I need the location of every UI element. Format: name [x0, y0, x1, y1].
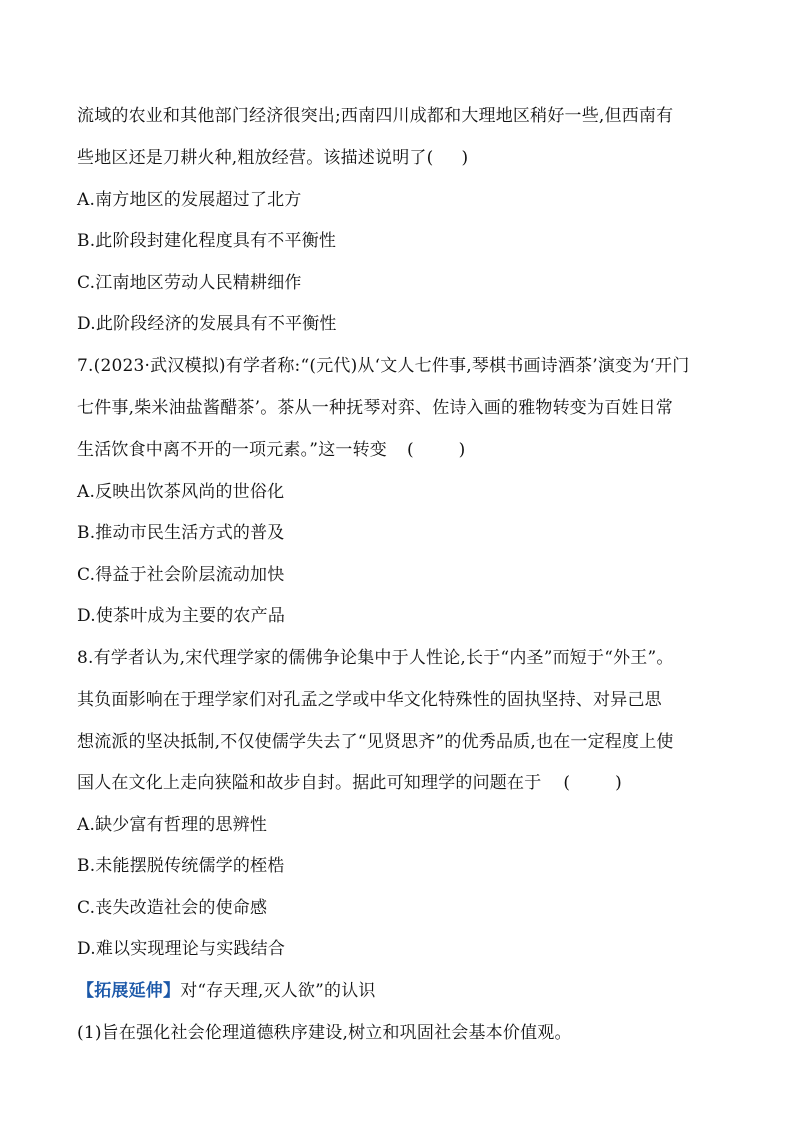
- extension-title: 对“存天理,灭人欲”的认识: [180, 981, 376, 1001]
- q8-option-b: B.未能摆脱传统儒学的桎梏: [77, 856, 285, 876]
- q6-stem-line-1: 流域的农业和其他部门经济很突出;西南四川成都和大理地区稍好一些,但西南有: [77, 106, 674, 126]
- q8-answer-paren: ( ): [563, 773, 622, 793]
- q7-option-b: B.推动市民生活方式的普及: [77, 523, 285, 543]
- q6-option-a: A.南方地区的发展超过了北方: [77, 190, 302, 210]
- q8-option-a: A.缺少富有哲理的思辨性: [77, 815, 268, 835]
- q8-stem-line-2: 其负面影响在于理学家们对孔孟之学或中华文化特殊性的固执坚持、对异己思: [77, 690, 662, 710]
- q8-option-c: C.丧失改造社会的使命感: [77, 898, 268, 918]
- q8-stem-line-3: 想流派的坚决抵制,不仅使儒学失去了“见贤思齐”的优秀品质,也在一定程度上使: [77, 732, 674, 752]
- extension-tag: 【拓展延伸】: [77, 981, 181, 1001]
- q8-stem-text: 国人在文化上走向狭隘和故步自封。据此可知理学的问题在于: [77, 773, 542, 793]
- q7-option-d: D.使茶叶成为主要的农产品: [77, 606, 286, 626]
- q7-option-a: A.反映出饮茶风尚的世俗化: [77, 482, 285, 502]
- q7-stem-line-3: [77, 438, 727, 462]
- q6-answer-paren-close: ): [461, 148, 469, 168]
- q7-stem-line-2: 七件事,柴米油盐酱醋茶’。茶从一种抚琴对弈、佐诗入画的雅物转变为百姓日常: [77, 398, 674, 418]
- q6-stem-text: 些地区还是刀耕火种,粗放经营。该描述说明了(: [77, 148, 434, 168]
- q8-option-d: D.难以实现理论与实践结合: [77, 939, 286, 959]
- q8-stem-line-4: [77, 771, 727, 795]
- q6-stem-line-2: [77, 146, 727, 170]
- q7-stem-line-1: 7.(2023·武汉模拟)有学者称:“(元代)从‘文人七件事,琴棋书画诗酒茶’演变为‘开门: [77, 356, 690, 376]
- extension-heading: [77, 979, 727, 1003]
- extension-point-1: (1)旨在强化社会伦理道德秩序建设,树立和巩固社会基本价值观。: [77, 1023, 572, 1043]
- q6-option-b: B.此阶段封建化程度具有不平衡性: [77, 231, 337, 251]
- q8-stem-line-1: 8.有学者认为,宋代理学家的儒佛争论集中于人性论,长于“内圣”而短于“外王”。: [77, 648, 674, 668]
- q7-option-c: C.得益于社会阶层流动加快: [77, 565, 285, 585]
- q7-stem-text: 生活饮食中离不开的一项元素。”这一转变: [77, 440, 387, 460]
- q6-option-d: D.此阶段经济的发展具有不平衡性: [77, 314, 337, 334]
- q6-option-c: C.江南地区劳动人民精耕细作: [77, 273, 302, 293]
- q7-answer-paren: ( ): [407, 440, 466, 460]
